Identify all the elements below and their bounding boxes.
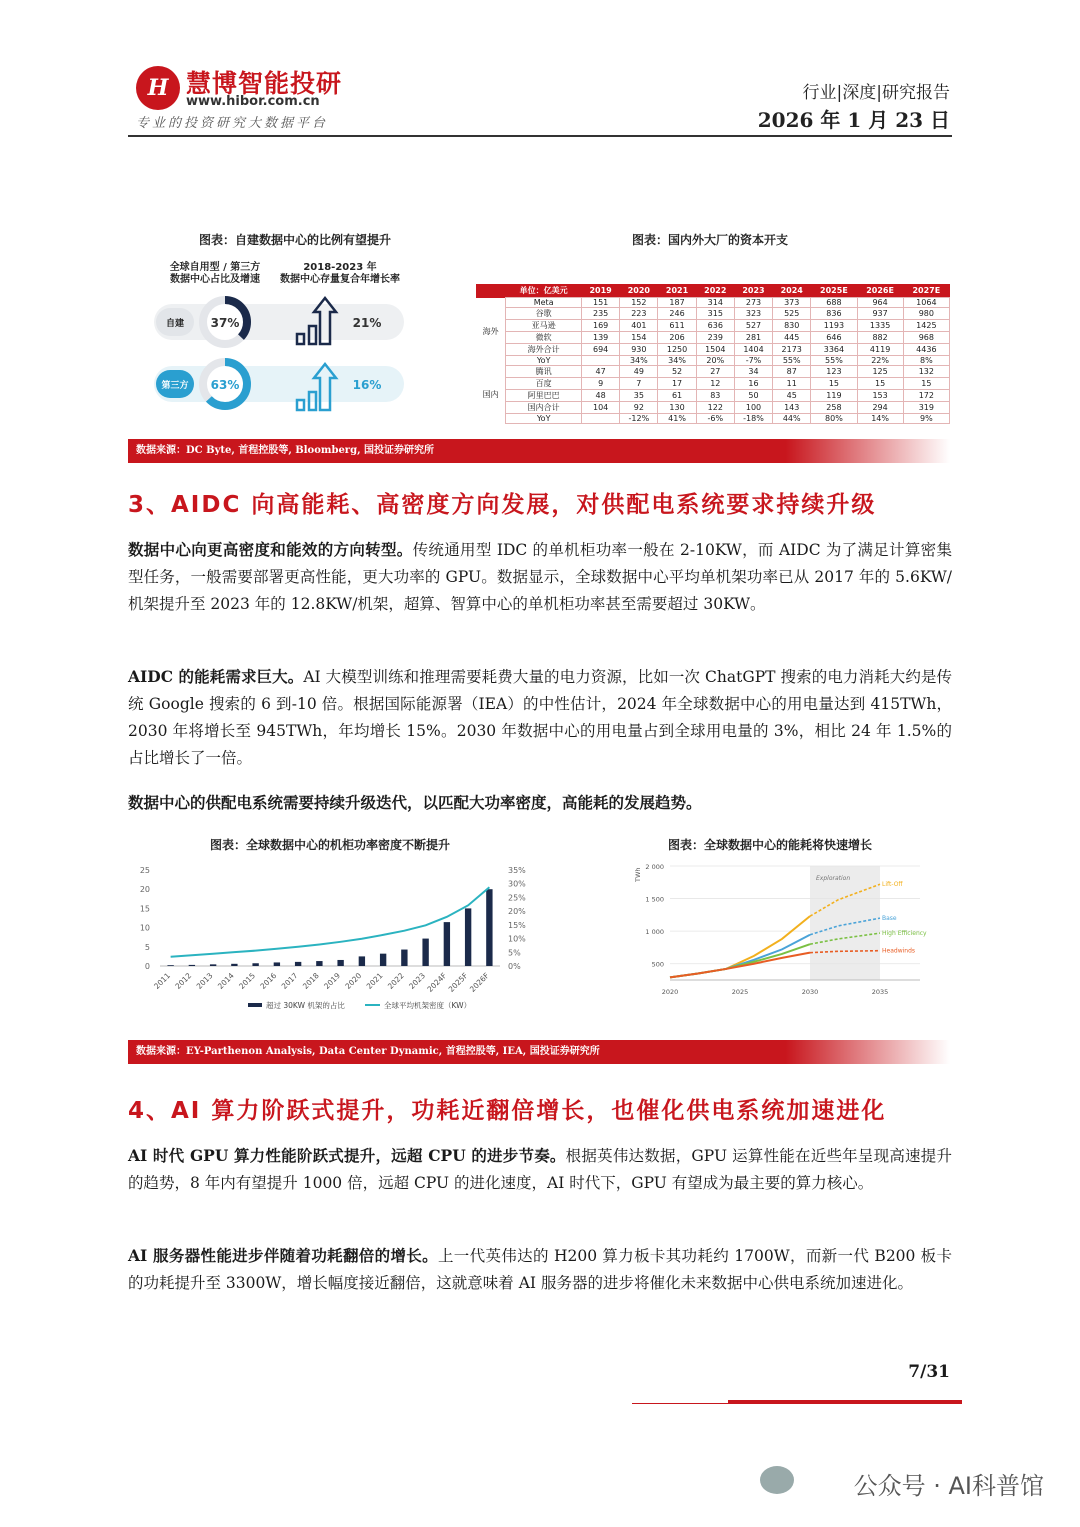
- report-type: 行业|深度|研究报告: [802, 83, 950, 103]
- table-cell: 258: [811, 402, 857, 414]
- y-left-tick-label: 10: [139, 923, 150, 933]
- chart-series-line: [171, 887, 490, 957]
- table-cell: 1064: [903, 298, 949, 308]
- table-cell: 12: [696, 378, 734, 390]
- table-cell: 34: [734, 366, 772, 378]
- section-3-title: 3、AIDC 向高能耗、高密度方向发展，对供配电系统要求持续升级: [128, 492, 877, 518]
- s3p1-body: 传统通用型 IDC 的单机柜功率一般在 2-10KW，而 AIDC 为了满足计算密集型任务，一般需要部署更高性能，更大功率的 GPU。数据显示，全球数据中心平均单机架功率已从 2017 年的 5.6KW/机架提升至 2023 年的 12.8KW/机架，超算、智算中心的单机柜功率甚至需要超过 30KW。: [128, 541, 952, 613]
- table-cell: 海外合计: [506, 344, 582, 356]
- chart2-energy-consumption: [630, 858, 940, 1008]
- x-tick-label: 2015: [237, 971, 258, 991]
- table-cell: 139: [582, 332, 620, 344]
- chart-bar: [359, 956, 365, 966]
- chart-bar: [486, 889, 492, 966]
- x-tick-label: 2026F: [467, 971, 491, 994]
- chart-bar: [210, 964, 216, 966]
- table-cell: 1425: [903, 320, 949, 332]
- y-tick-label: 500: [651, 960, 664, 969]
- table-cell: 206: [658, 332, 696, 344]
- fig1-row2-label: 第三方: [161, 381, 189, 391]
- capex-group-label: 国内: [482, 390, 499, 399]
- table-cell: 151: [582, 298, 620, 308]
- table-cell: 55%: [811, 356, 857, 366]
- chart-bar: [231, 964, 237, 966]
- table-cell: 34%: [620, 356, 658, 366]
- y-tick-label: 1 500: [645, 895, 664, 904]
- y-tick-label: 1 000: [645, 928, 664, 937]
- s4p1-body: 根据英伟达数据，GPU 运算性能在近些年呈现高速提升的趋势，8 年内有望提升 1000 倍，远超 CPU 的进化速度，AI 时代下，GPU 有望成为最主要的算力核心。: [128, 1147, 952, 1192]
- y-tick-label: 2 000: [645, 863, 664, 871]
- chart2-title: 图表：全球数据中心的能耗将快速增长: [667, 838, 872, 852]
- table-cell: 323: [734, 308, 772, 320]
- table-cell: 246: [658, 308, 696, 320]
- section-3-paragraph-2: [128, 663, 952, 772]
- table-cell: 48: [582, 390, 620, 402]
- table-cell: 836: [811, 308, 857, 320]
- capex-table: [476, 284, 950, 424]
- capex-col-header: 2022: [696, 284, 734, 298]
- table-cell: 87: [773, 366, 811, 378]
- x-tick-label: 2030: [801, 988, 819, 996]
- capex-col-header: 2024: [773, 284, 811, 298]
- table-cell: 281: [734, 332, 772, 344]
- table-cell: 187: [658, 298, 696, 308]
- table-cell: 41%: [658, 414, 696, 424]
- table-cell: 55%: [773, 356, 811, 366]
- table-cell: 亚马逊: [506, 320, 582, 332]
- section-4-paragraph-1: [128, 1142, 952, 1197]
- capex-table-header: [476, 284, 950, 298]
- table-row: [476, 344, 950, 356]
- legend-label-bar: 超过 30KW 机架的占比: [266, 1001, 345, 1010]
- table-cell: 49: [620, 366, 658, 378]
- table-cell: 52: [658, 366, 696, 378]
- table-cell: [582, 414, 620, 424]
- table-cell: 11: [773, 378, 811, 390]
- x-tick-label: 2021: [364, 971, 385, 991]
- chart-bar: [167, 965, 173, 966]
- brand-url[interactable]: www.hibor.com.cn: [186, 94, 320, 109]
- series-label: Base: [882, 915, 897, 923]
- fig1-title: 图表：自建数据中心的比例有望提升: [198, 233, 391, 247]
- table-cell: YoY: [506, 414, 582, 424]
- table-cell: 104: [582, 402, 620, 414]
- table-cell: 14%: [857, 414, 903, 424]
- table-row: [476, 308, 950, 320]
- table-cell: 92: [620, 402, 658, 414]
- legend-swatch-bar: [248, 1003, 262, 1007]
- fig1-right-header: 2018-2023 年 数据中心存量复合年增长率: [280, 262, 400, 285]
- x-tick-label: 2035: [871, 988, 889, 996]
- watermark: 公众号 · AI科普馆: [853, 1472, 1044, 1500]
- x-tick-label: 2016: [258, 971, 279, 991]
- s3p2-lead: AIDC 的能耗需求巨大。: [128, 667, 304, 686]
- brand-slogan: 专业的投资研究大数据平台: [136, 116, 329, 131]
- fig1-row1-cagr: 21%: [352, 316, 382, 330]
- x-tick-label: 2020: [343, 971, 364, 991]
- table-cell: -6%: [696, 414, 734, 424]
- table-cell: 130: [658, 402, 696, 414]
- table-row: [476, 414, 950, 424]
- capex-col-header: 单位：亿美元: [506, 284, 582, 298]
- table-row: [476, 390, 950, 402]
- table-cell: 125: [857, 366, 903, 378]
- table-cell: 688: [811, 298, 857, 308]
- table-cell: 223: [620, 308, 658, 320]
- fig1-row1-label: 自建: [165, 319, 185, 329]
- chart-bar: [316, 961, 322, 966]
- table-cell: 646: [811, 332, 857, 344]
- table-cell: 4119: [857, 344, 903, 356]
- series-label: Lift-Off: [882, 881, 903, 889]
- y-axis-label: TWh: [634, 867, 642, 882]
- table-cell: 15: [857, 378, 903, 390]
- x-tick-label: 2023: [407, 971, 428, 991]
- x-tick-label: 2025: [731, 988, 749, 996]
- table-cell: 谷歌: [506, 308, 582, 320]
- table-cell: 132: [903, 366, 949, 378]
- table-cell: -12%: [620, 414, 658, 424]
- y-left-tick-label: 0: [144, 962, 150, 971]
- series-label: Headwinds: [882, 947, 915, 955]
- source-note-1: 数据来源：DC Byte, 首程控股等, Bloomberg, 国投证券研究所: [128, 439, 950, 463]
- table-row: [476, 332, 950, 344]
- table-cell: 9%: [903, 414, 949, 424]
- table-cell: 1250: [658, 344, 696, 356]
- table-cell: 694: [582, 344, 620, 356]
- chart-bar: [380, 954, 386, 966]
- x-tick-label: 2024F: [425, 971, 449, 994]
- table-cell: 314: [696, 298, 734, 308]
- table-cell: 1504: [696, 344, 734, 356]
- chart-bar: [295, 962, 301, 966]
- table-cell: -18%: [734, 414, 772, 424]
- table-row: [476, 356, 950, 366]
- table-cell: 27: [696, 366, 734, 378]
- s4p2-lead: AI 服务器性能进步伴随着功耗翻倍的增长。: [128, 1246, 438, 1265]
- x-tick-label: 2013: [194, 971, 215, 991]
- table-cell: 143: [773, 402, 811, 414]
- table-cell: 22%: [857, 356, 903, 366]
- capex-col-header: 2023: [734, 284, 772, 298]
- section-4-title: 4、AI 算力阶跃式提升，功耗近翻倍增长，也催化供电系统加速进化: [128, 1098, 887, 1124]
- report-date: 2026 年 1 月 23 日: [757, 108, 950, 132]
- chart-bar: [274, 962, 280, 966]
- table-cell: 930: [620, 344, 658, 356]
- section-3-paragraph-1: [128, 536, 952, 618]
- y-left-tick-label: 5: [144, 942, 150, 952]
- table-cell: 腾讯: [506, 366, 582, 378]
- s4p1-lead: AI 时代 GPU 算力性能阶跃式提升，远超 CPU 的进步节奏。: [128, 1146, 566, 1165]
- table-cell: 153: [857, 390, 903, 402]
- table-cell: 83: [696, 390, 734, 402]
- table-cell: 17: [658, 378, 696, 390]
- table-cell: 8%: [903, 356, 949, 366]
- table-cell: 373: [773, 298, 811, 308]
- wechat-icon: [760, 1466, 794, 1494]
- table-cell: 937: [857, 308, 903, 320]
- table-cell: 2173: [773, 344, 811, 356]
- table-cell: 154: [620, 332, 658, 344]
- chart1-title: 图表：全球数据中心的机柜功率密度不断提升: [209, 838, 450, 852]
- y-right-tick-label: 5%: [508, 948, 521, 958]
- footer-line-thin: [632, 1403, 962, 1404]
- series-label: High Efficiency: [882, 930, 927, 938]
- table-cell: 7: [620, 378, 658, 390]
- table-cell: 1193: [811, 320, 857, 332]
- table-cell: 315: [696, 308, 734, 320]
- chart-bar: [444, 922, 450, 966]
- table-cell: 3364: [811, 344, 857, 356]
- table-cell: -7%: [734, 356, 772, 366]
- x-tick-label: 2011: [152, 971, 173, 991]
- table-cell: 235: [582, 308, 620, 320]
- table-cell: 527: [734, 320, 772, 332]
- x-tick-label: 2018: [300, 971, 321, 991]
- exploration-label: Exploration: [816, 875, 851, 882]
- x-tick-label: 2019: [322, 971, 343, 991]
- table-cell: 国内合计: [506, 402, 582, 414]
- header-divider: [128, 135, 952, 137]
- source-note-2: 数据来源：EY-Parthenon Analysis, Data Center Dynamic, 首程控股等, IEA, 国投证券研究所: [128, 1040, 950, 1064]
- chart-bar: [422, 939, 428, 966]
- table-row: [476, 378, 950, 390]
- legend-label-line: 全球平均机架密度（KW）: [384, 1001, 472, 1010]
- capex-col-header: 2019: [582, 284, 620, 298]
- table-cell: 319: [903, 402, 949, 414]
- brand-name: 慧博智能投研: [186, 69, 343, 98]
- s3p3-lead: 数据中心的供配电系统需要持续升级迭代，以匹配大功率密度，高能耗的发展趋势。: [128, 793, 702, 812]
- table-cell: 百度: [506, 378, 582, 390]
- table-row: [476, 402, 950, 414]
- table-cell: 微软: [506, 332, 582, 344]
- table-cell: 294: [857, 402, 903, 414]
- y-right-tick-label: 10%: [508, 934, 526, 944]
- x-tick-label: 2022: [385, 971, 406, 991]
- table-cell: [582, 356, 620, 366]
- y-right-tick-label: 15%: [508, 920, 526, 930]
- table-cell: 123: [811, 366, 857, 378]
- x-tick-label: 2012: [173, 971, 194, 991]
- chart1-rack-density: [130, 858, 540, 1020]
- section-4-paragraph-2: [128, 1242, 952, 1297]
- capex-col-header: 2020: [620, 284, 658, 298]
- table-cell: 882: [857, 332, 903, 344]
- table-cell: 1335: [857, 320, 903, 332]
- footer-line-thick: [728, 1400, 962, 1403]
- table-cell: 阿里巴巴: [506, 390, 582, 402]
- table-cell: 61: [658, 390, 696, 402]
- y-right-tick-label: 30%: [508, 879, 526, 889]
- table-cell: 80%: [811, 414, 857, 424]
- table-cell: 50: [734, 390, 772, 402]
- logo-icon: H: [136, 66, 180, 110]
- table-cell: 9: [582, 378, 620, 390]
- fig2-title: 图表：国内外大厂的资本开支: [631, 233, 788, 247]
- table-cell: 172: [903, 390, 949, 402]
- y-right-tick-label: 35%: [508, 866, 526, 875]
- table-cell: 980: [903, 308, 949, 320]
- table-cell: 401: [620, 320, 658, 332]
- table-cell: 47: [582, 366, 620, 378]
- s3p1-lead: 数据中心向更高密度和能效的方向转型。: [128, 540, 413, 559]
- table-cell: 122: [696, 402, 734, 414]
- table-cell: 964: [857, 298, 903, 308]
- y-right-tick-label: 25%: [508, 893, 526, 903]
- capex-col-header: 2025E: [811, 284, 857, 298]
- y-right-tick-label: 0%: [508, 962, 521, 971]
- table-cell: 152: [620, 298, 658, 308]
- table-cell: 34%: [658, 356, 696, 366]
- table-cell: 169: [582, 320, 620, 332]
- table-row: [476, 366, 950, 378]
- capex-group-label: 海外: [482, 327, 499, 336]
- x-tick-label: 2020: [661, 988, 679, 996]
- table-cell: 15: [903, 378, 949, 390]
- fig1-graphic: [152, 290, 412, 420]
- x-tick-label: 2025F: [446, 971, 470, 994]
- y-right-tick-label: 20%: [508, 907, 526, 917]
- y-left-tick-label: 15: [139, 904, 150, 914]
- table-cell: 16: [734, 378, 772, 390]
- fig1-row2-share: 63%: [210, 378, 240, 392]
- table-cell: 1404: [734, 344, 772, 356]
- x-tick-label: 2014: [215, 971, 236, 991]
- x-tick-label: 2017: [279, 971, 300, 991]
- table-row: [476, 298, 950, 308]
- table-cell: 830: [773, 320, 811, 332]
- table-row: [476, 320, 950, 332]
- table-cell: 100: [734, 402, 772, 414]
- fig1-left-header: 全球自用型 / 第三方 数据中心占比及增速: [169, 262, 261, 285]
- y-left-tick-label: 20: [139, 885, 150, 895]
- table-cell: 239: [696, 332, 734, 344]
- table-cell: 15: [811, 378, 857, 390]
- chart-bar: [189, 965, 195, 966]
- table-cell: 636: [696, 320, 734, 332]
- table-cell: 44%: [773, 414, 811, 424]
- series-line-solid: [670, 944, 810, 977]
- section-3-paragraph-3: [128, 789, 952, 817]
- capex-col-header: 2027E: [903, 284, 949, 298]
- exploration-shade: [810, 866, 880, 980]
- table-cell: Meta: [506, 298, 582, 308]
- table-cell: 119: [811, 390, 857, 402]
- chart-bar: [401, 950, 407, 966]
- s3p2-body: AI 大模型训练和推理需要耗费大量的电力资源，比如一次 ChatGPT 搜索的电力消耗大约是传统 Google 搜索的 6 到-10 倍。根据国际能源署（IEA）的中性估计，2024 年全球数据中心的用电量达到 415TWh，2030 年将增长至 945TWh，年均增长 15%。2030 年数据中心的用电量占到全球用电量的 3%，相比 24 年 1.5%的占比增长了一倍。: [128, 668, 953, 767]
- table-cell: 611: [658, 320, 696, 332]
- chart-bar: [465, 908, 471, 966]
- table-cell: 525: [773, 308, 811, 320]
- fig1-row1-share: 37%: [210, 316, 240, 330]
- s4p2-body: 上一代英伟达的 H200 算力板卡其功耗约 1700W，而新一代 B200 板卡的功耗提升至 3300W，增长幅度接近翻倍，这就意味着 AI 服务器的进步将催化未来数据中心供电系统加速进化。: [128, 1247, 952, 1292]
- table-cell: 35: [620, 390, 658, 402]
- table-cell: 968: [903, 332, 949, 344]
- table-cell: 45: [773, 390, 811, 402]
- chart-bar: [252, 963, 258, 966]
- page-number: 7/31: [908, 1362, 950, 1382]
- capex-col-header: 2026E: [857, 284, 903, 298]
- table-cell: 273: [734, 298, 772, 308]
- capex-col-header: 2021: [658, 284, 696, 298]
- fig1-row2-cagr: 16%: [352, 378, 382, 392]
- table-cell: YoY: [506, 356, 582, 366]
- table-cell: 4436: [903, 344, 949, 356]
- y-left-tick-label: 25: [139, 866, 150, 875]
- table-cell: 20%: [696, 356, 734, 366]
- chart-bar: [337, 960, 343, 966]
- table-cell: 445: [773, 332, 811, 344]
